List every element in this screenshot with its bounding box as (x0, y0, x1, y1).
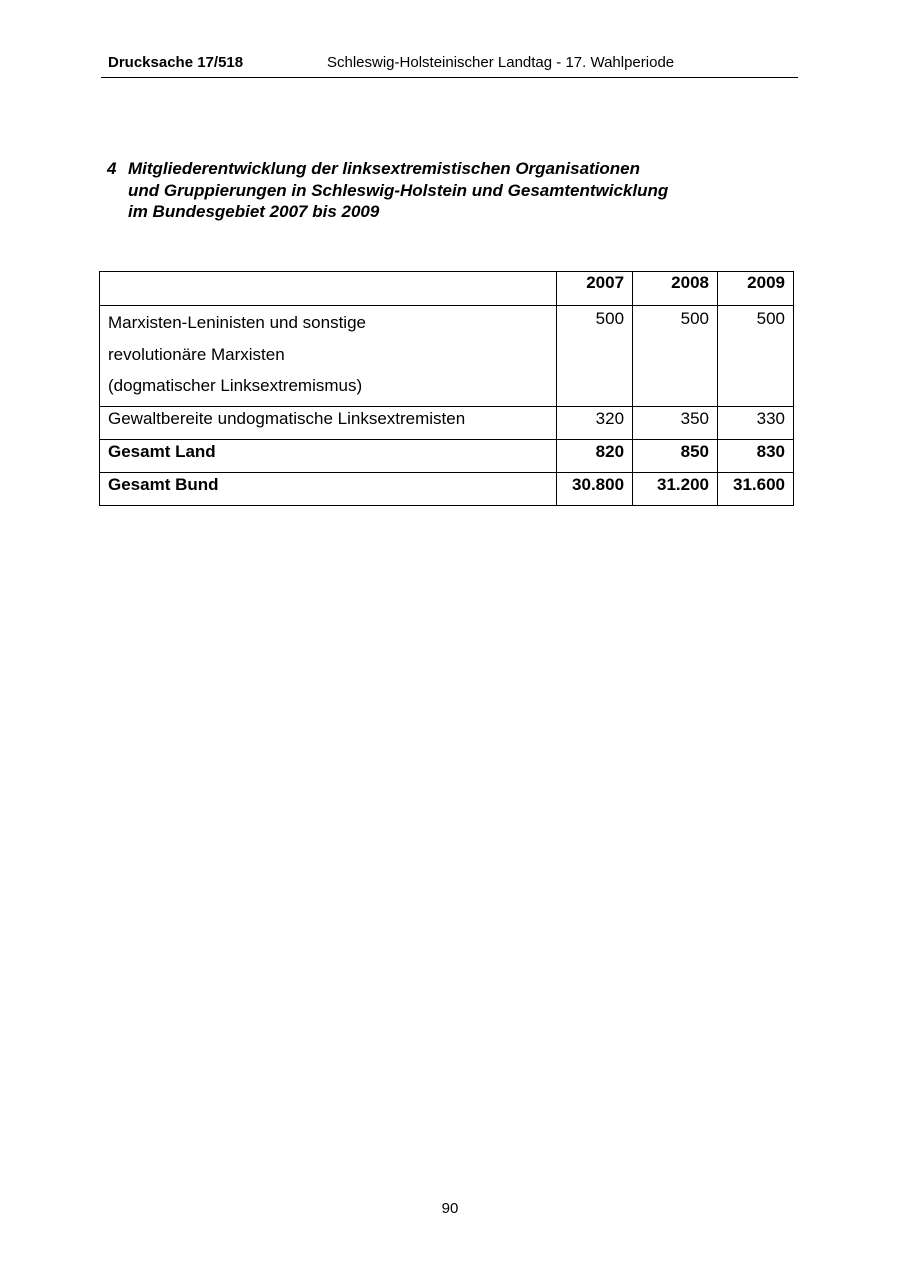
row-value: 500 (717, 306, 793, 407)
table-row (100, 306, 794, 407)
row-label (100, 306, 557, 407)
table-header-row (100, 272, 794, 306)
row-label-line: revolutionäre Marxisten (108, 344, 285, 364)
row-value: 500 (633, 306, 718, 407)
section-title (128, 158, 748, 223)
row-label: Gewaltbereite undogmatische Linksextremisten (100, 406, 557, 439)
row-label-line: (dogmatischer Linksextremismus) (108, 376, 363, 395)
section-number: 4 (107, 159, 117, 178)
page-number: 90 (441, 1200, 459, 1217)
row-value: 30.800 (557, 472, 633, 505)
header-year-2009: 2009 (717, 272, 793, 306)
row-value: 350 (633, 406, 718, 439)
row-value: 500 (557, 306, 633, 407)
row-value: 850 (633, 439, 718, 472)
document-title: Schleswig-Holsteinischer Landtag - 17. Wahlperiode (327, 54, 675, 71)
page-header (101, 52, 798, 78)
header-year-2008: 2008 (633, 272, 718, 306)
header-blank-cell (100, 272, 557, 306)
table-row (100, 406, 794, 439)
header-year-2007: 2007 (557, 272, 633, 306)
section-title-line: Mitgliederentwicklung der linksextremistischen Organisationen (128, 159, 641, 178)
table-row-total-land (100, 439, 794, 472)
table-row-total-bund (100, 472, 794, 505)
row-value: 31.200 (633, 472, 718, 505)
document-number: Drucksache 17/518 (108, 54, 244, 71)
row-value: 820 (557, 439, 633, 472)
section-title-line: und Gruppierungen in Schleswig-Holstein und Gesamtentwicklung (128, 180, 669, 200)
row-label-line: Marxisten-Leninisten und sonstige (108, 313, 366, 332)
row-label: Gesamt Land (100, 439, 557, 472)
section-title-line: im Bundesgebiet 2007 bis 2009 (128, 202, 380, 221)
membership-table (99, 271, 794, 506)
row-value: 330 (717, 406, 793, 439)
row-label: Gesamt Bund (100, 472, 557, 505)
row-value: 31.600 (717, 472, 793, 505)
row-value: 830 (717, 439, 793, 472)
row-value: 320 (557, 406, 633, 439)
